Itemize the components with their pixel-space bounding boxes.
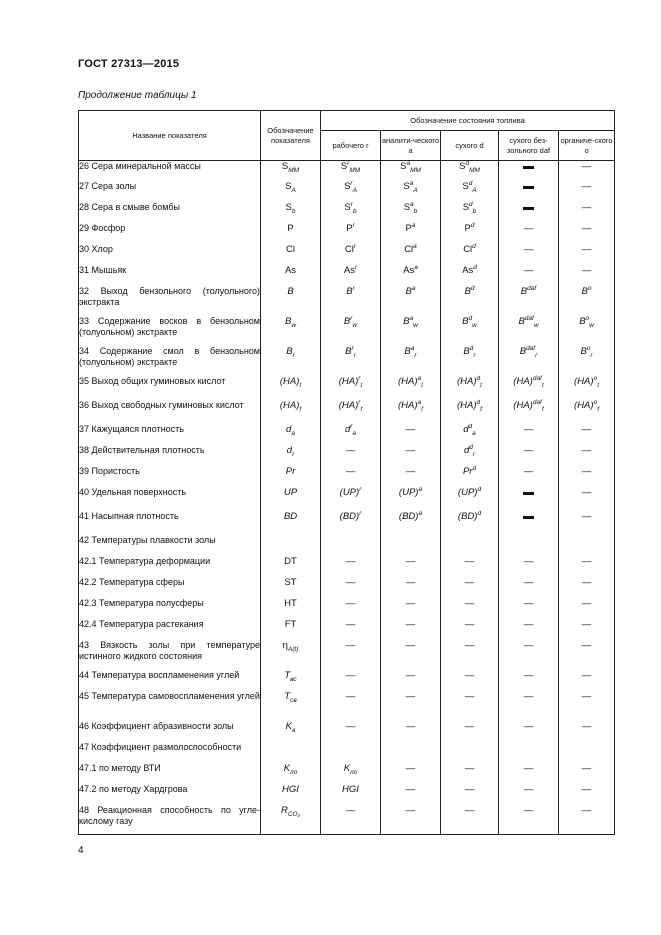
table-row: 30 Хлор Cl Cl$^r$ Cl$^a$ Cl$^d$ — — — [79, 244, 615, 265]
table-row: 38 Действительная плотность $d_r$ — — $d^d_r$ — — — [79, 445, 615, 466]
table-row: 29 Фосфор P $P^r$ $P^a$ $P^d$ — — — [79, 223, 615, 244]
row-name: 41 Насыпная плотность — [79, 511, 261, 535]
table-row — [79, 535, 615, 556]
row-name: 32 Выход бензольного (толуольного) экстракта — [79, 286, 261, 316]
row-name: 44 Температура воспламенения углей — [79, 670, 261, 691]
row-name: 29 Фосфор — [79, 223, 261, 244]
row-name: 37 Кажущаяся плотность — [79, 424, 261, 445]
table-row: 39 Пористость Pr — — Pr$^d$ — — — [79, 466, 615, 487]
row-name: 26 Сера минеральной массы — [79, 161, 261, 181]
row-name: 31 Мышьяк — [79, 265, 261, 286]
table-row: 45 Температура самовоспламенения углей $T_{св}$ — — — — — — [79, 691, 615, 721]
row-name: 47.1 по методу ВТИ — [79, 763, 261, 784]
table-row: 42.2 Температура сферы ST — — — — — — [79, 577, 615, 598]
table-row: 34 Содержание смол в бензольном (толуольном) экстракте $B_r$ $B^r_r$ $B^a_r$ $B^d_r$ $B^{daf}_r$ $B^o_r$ — [79, 346, 615, 376]
document-header: ГОСТ 27313—2015 — [78, 58, 180, 70]
table-row: 40 Удельная поверхность UP (UP)$^r$ (UP)$^a$ (UP)$^d$ — — [79, 487, 615, 511]
row-name: 40 Удельная поверхность — [79, 487, 261, 511]
table-row: 47.2 по методу Хардгрова HGI HGI — — — — — [79, 784, 615, 805]
row-name: 38 Действительная плотность — [79, 445, 261, 466]
table-row: 48 Реакционная способность по угле-кислому газу $R_{CO_2}$ — — — — — — [79, 805, 615, 835]
header-analytic: аналити-ческого a — [381, 131, 441, 161]
row-name: 35 Выход общих гуминовых кислот — [79, 376, 261, 400]
table-row: 41 Насыпная плотность BD (BD)$^r$ (BD)$^a$ (BD)$^d$ — — [79, 511, 615, 535]
header-dry: сухого d — [441, 131, 499, 161]
table-row: 44 Температура воспламенения углей $T_{вс}$ — — — — — — [79, 670, 615, 691]
row-name: 46 Коэффициент абразивности золы — [79, 721, 261, 742]
table-row: 42.3 Температура полусферы HT — — — — — — [79, 598, 615, 619]
table-row: 36 Выход свободных гуминовых кислот $(HA)_f$ (HA)$^r_f$ (HA)$^a_f$ (HA)$^d_f$ (HA)$^{daf}_f$ (HA)$^o_f$ — [79, 400, 615, 424]
row-name: 28 Сера в смыве бомбы — [79, 202, 261, 223]
row-name: 42 Температуры плавкости золы — [79, 535, 261, 556]
row-name: 30 Хлор — [79, 244, 261, 265]
table-row: 42.1 Температура деформации DT — — — — — — [79, 556, 615, 577]
row-name: 42.2 Температура сферы — [79, 577, 261, 598]
table-continuation-caption: Продолжение таблицы 1 — [78, 90, 197, 101]
row-name: 33 Содержание восков в бензольном (толуольном) экстракте — [79, 316, 261, 346]
row-name: 36 Выход свободных гуминовых кислот — [79, 400, 261, 424]
row-name: 42.4 Температура растекания — [79, 619, 261, 640]
header-dry-ashfree: сухого без-зольного daf — [499, 131, 559, 161]
bold-dash-marker — [523, 186, 534, 189]
row-name: 42.1 Температура деформации — [79, 556, 261, 577]
indicators-table — [78, 110, 615, 835]
row-designation: $S_{MM}$ — [261, 161, 321, 181]
table-row: 33 Содержание восков в бензольном (толуольном) экстракте $B_w$ $B^r_w$ $B^a_w$ $B^d_w$ $B^{daf}_w$ $B^o_w$ — [79, 316, 615, 346]
header-name: Название показателя — [79, 111, 261, 161]
header-working: рабочего r — [321, 131, 381, 161]
row-name: 43 Вязкость золы при температуре истинного жидкого состояния — [79, 640, 261, 670]
row-name: 34 Содержание смол в бензольном (толуольном) экстракте — [79, 346, 261, 376]
table-row: 31 Мышьяк As As$^r$ As$^a$ As$^d$ — — — [79, 265, 615, 286]
table-row: 47.1 по методу ВТИ $K_{ло}$ $K_{ло}$ — — — — — [79, 763, 615, 784]
page-number: 4 — [78, 845, 84, 856]
header-designation: Обозначение показателя — [261, 111, 321, 161]
row-name: 42.3 Температура полусферы — [79, 598, 261, 619]
table-row — [79, 742, 615, 763]
table-row: 43 Вязкость золы при температуре истинного жидкого состояния $\eta_{A(t)}$ — — — — — — [79, 640, 615, 670]
table-row: 32 Выход бензольного (толуольного) экстракта B $B^r$ $B^a$ $B^d$ $B^{daf}$ $B^o$ — [79, 286, 615, 316]
row-name: 48 Реакционная способность по угле-кислому газу — [79, 805, 261, 835]
header-organic: органиче-ского o — [559, 131, 615, 161]
row-name: 39 Пористость — [79, 466, 261, 487]
bold-dash-marker — [523, 516, 534, 519]
table-row: 37 Кажущаяся плотность $d_a$ $d^r_a$ — $d^d_a$ — — — [79, 424, 615, 445]
row-name: 47.2 по методу Хардгрова — [79, 784, 261, 805]
table-row: 26 Сера минеральной массы $S_{MM}$ $S^r_{MM}$ $S^a_{MM}$ $S^d_{MM}$ — — [79, 161, 615, 181]
bold-dash-marker — [523, 207, 534, 210]
table-row: 35 Выход общих гуминовых кислот $(HA)_t$ (HA)$^r_t$ (HA)$^a_t$ (HA)$^d_t$ (HA)$^{daf}_t$ (HA)$^o_t$ — [79, 376, 615, 400]
bold-dash-marker — [523, 166, 534, 169]
table-row: 42.4 Температура растекания FT — — — — — — [79, 619, 615, 640]
table-row: 46 Коэффициент абразивности золы $K_a$ — — — — — — [79, 721, 615, 742]
table-row: 27 Сера золы $S_A$ $S^r_A$ $S^a_A$ $S^d_A$ — — [79, 181, 615, 202]
row-name: 47 Коэффициент размолоспособности — [79, 742, 261, 763]
row-name: 45 Температура самовоспламенения углей — [79, 691, 261, 721]
header-state-group: Обозначение состояния топлива — [321, 111, 615, 131]
table-row: 28 Сера в смыве бомбы $S_b$ $S^r_b$ $S^a_b$ $S^d_b$ — — [79, 202, 615, 223]
row-name: 27 Сера золы — [79, 181, 261, 202]
bold-dash-marker — [523, 492, 534, 495]
